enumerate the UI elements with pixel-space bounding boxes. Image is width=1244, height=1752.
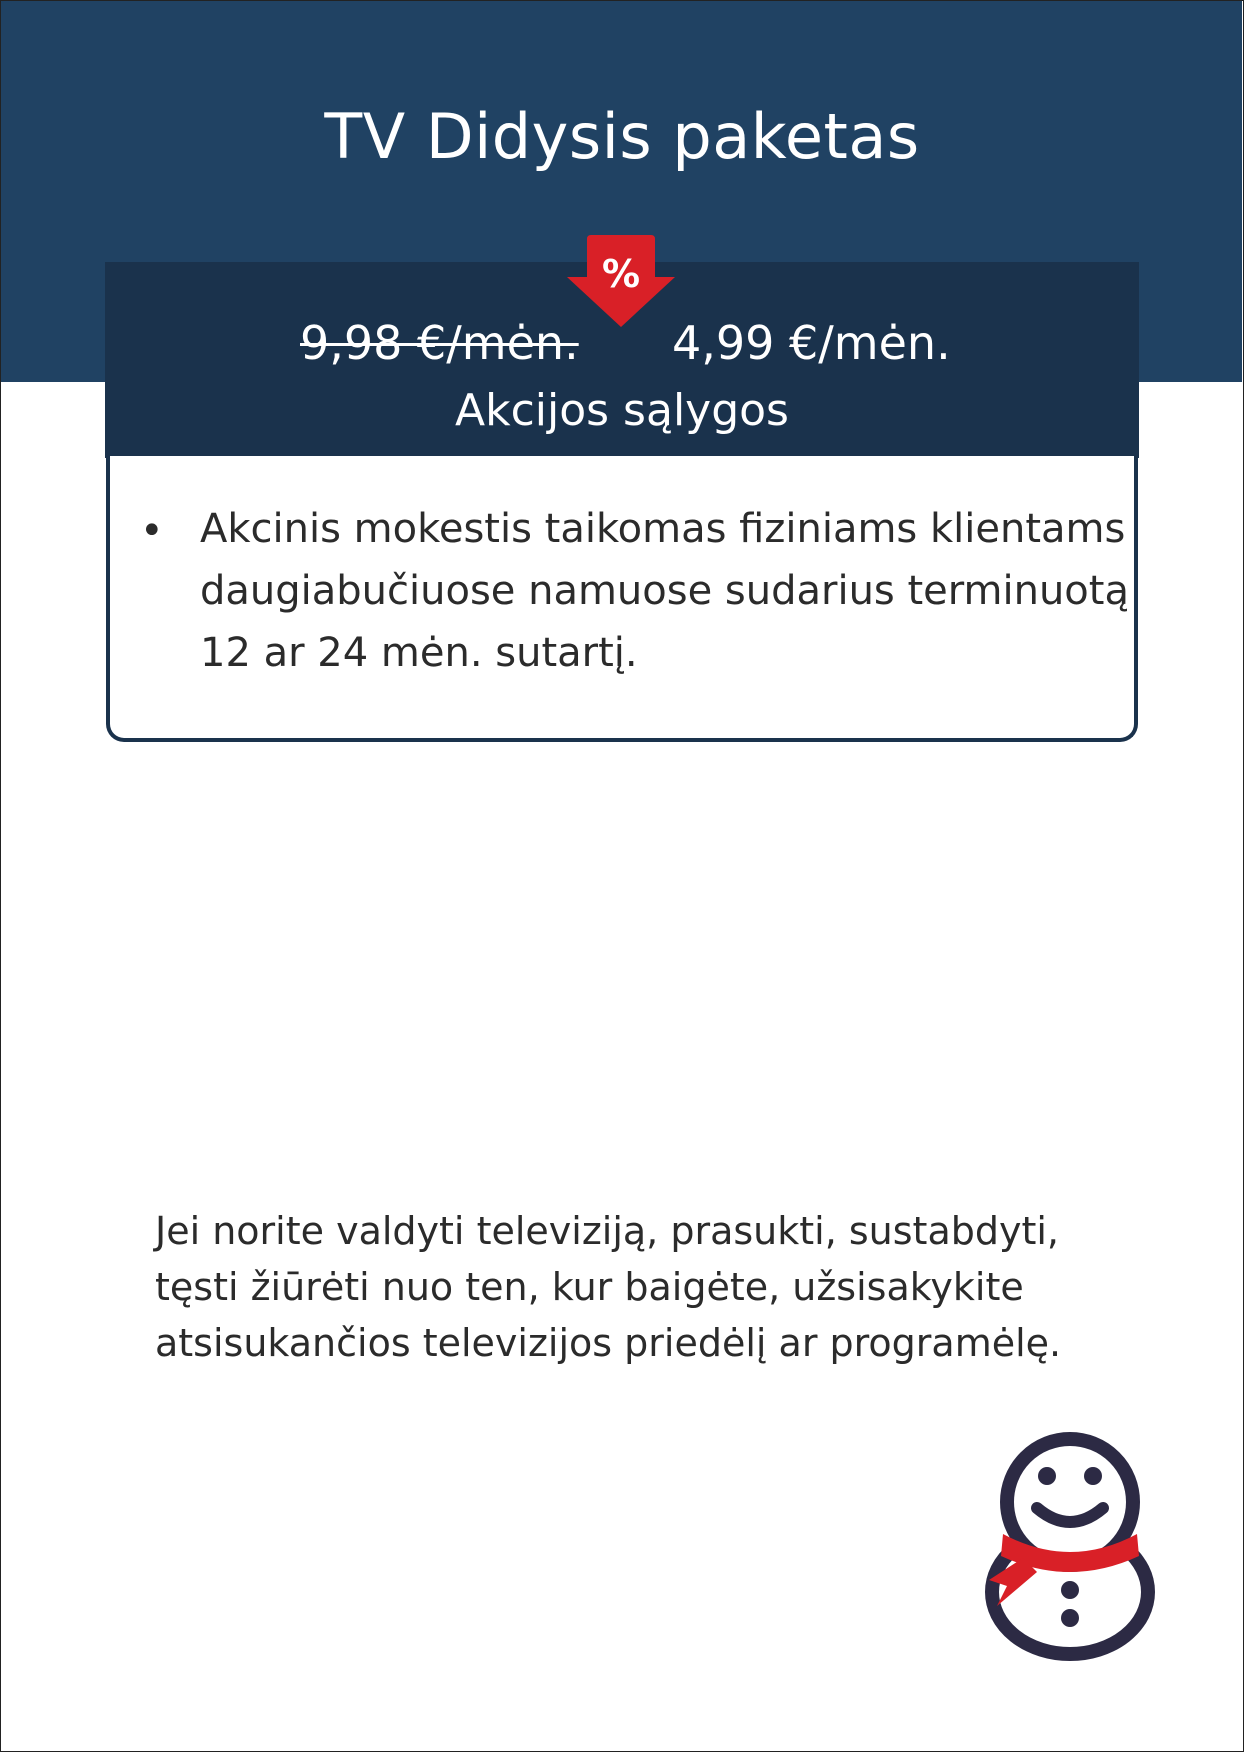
snowman-icon (975, 1430, 1175, 1670)
percent-arrow-icon (565, 235, 677, 330)
new-price: 4,99 €/mėn. (672, 316, 951, 370)
badge-percent-symbol: % (601, 252, 641, 296)
page-title: TV Didysis paketas (324, 100, 920, 173)
terms-item: Akcinis mokestis taikomas fiziniams klientams daugiabučiuose namuose sudarius terminuotą 12 ar 24 mėn. sutartį. (200, 506, 1129, 676)
old-price: 9,98 €/mėn. (300, 316, 579, 370)
info-paragraph: Jei norite valdyti televiziją, prasukti, sustabdyti, tęsti žiūrėti nuo ten, kur baigėte, užsisakykite atsisukančios televizijos priedėlį ar programėlę. (155, 1209, 1062, 1365)
promotion-conditions-heading: Akcijos sąlygos (455, 385, 789, 436)
bullet-marker: • (140, 508, 164, 554)
